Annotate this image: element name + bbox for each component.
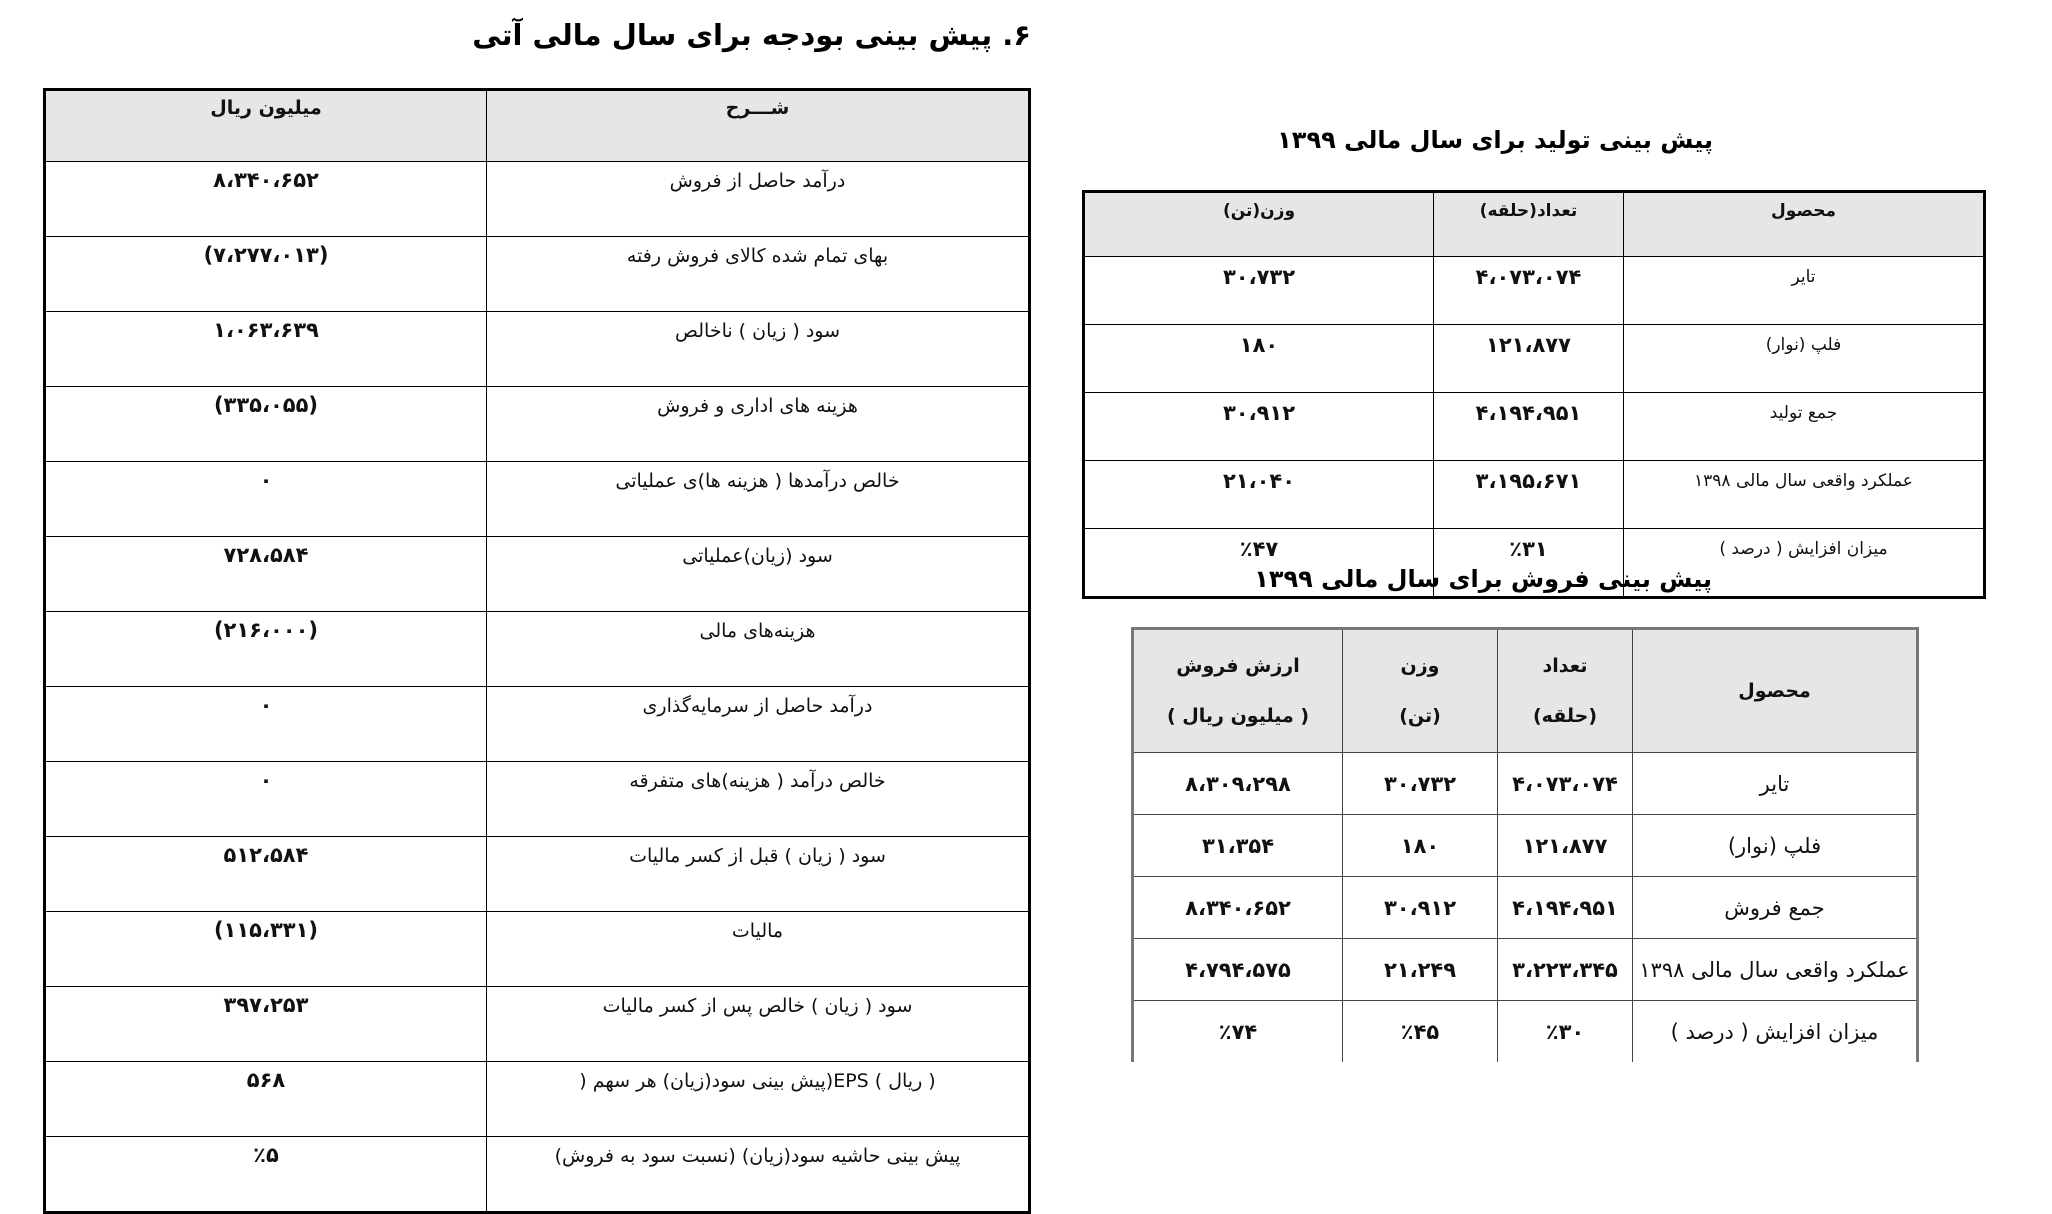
table-row <box>1084 393 1985 461</box>
sales-value: ۳۱،۳۵۴ <box>1133 815 1343 877</box>
sales-weight: ۱۸۰ <box>1343 815 1498 877</box>
table-row <box>45 837 1030 912</box>
table-row <box>1133 877 1918 939</box>
sales-product: فلپ (نوار) <box>1633 815 1918 877</box>
production-header-weight: وزن(تن) <box>1084 192 1434 257</box>
budget-amount: ۵۶۸ <box>45 1062 487 1137</box>
production-count: ۳،۱۹۵،۶۷۱ <box>1434 461 1624 529</box>
budget-header-description: شـــرح <box>487 90 1030 162</box>
budget-amount: ۷۲۸،۵۸۴ <box>45 537 487 612</box>
production-table <box>1082 190 1986 599</box>
sales-value: ٪۷۴ <box>1133 1001 1343 1063</box>
sales-header-count <box>1498 629 1633 753</box>
budget-amount: ۳۹۷،۲۵۳ <box>45 987 487 1062</box>
budget-amount: (۷،۲۷۷،۰۱۳) <box>45 237 487 312</box>
table-row <box>45 162 1030 237</box>
budget-amount: ۵۱۲،۵۸۴ <box>45 837 487 912</box>
production-product: میزان افزایش ( درصد ) <box>1624 529 1985 598</box>
production-header-product: محصول <box>1624 192 1985 257</box>
sales-title: پیش بینی فروش برای سال مالی ۱۳۹۹ <box>1254 565 1712 593</box>
sales-header-weight <box>1343 629 1498 753</box>
table-row <box>45 537 1030 612</box>
budget-amount: ۰ <box>45 687 487 762</box>
sales-product: عملکرد واقعی سال مالی ۱۳۹۸ <box>1633 939 1918 1001</box>
sales-header-product: محصول <box>1633 629 1918 753</box>
table-row <box>45 1062 1030 1137</box>
table-row <box>45 987 1030 1062</box>
table-row <box>1133 815 1918 877</box>
table-row <box>1133 939 1918 1001</box>
production-weight: ۱۸۰ <box>1084 325 1434 393</box>
budget-amount: ۰ <box>45 462 487 537</box>
table-row <box>1084 461 1985 529</box>
sales-weight: ۳۰،۷۳۲ <box>1343 753 1498 815</box>
table-row <box>45 387 1030 462</box>
table-row <box>1133 1001 1918 1063</box>
table-row <box>45 612 1030 687</box>
production-header-row <box>1084 192 1985 257</box>
sales-count: ۴،۱۹۴،۹۵۱ <box>1498 877 1633 939</box>
sales-weight: ٪۴۵ <box>1343 1001 1498 1063</box>
table-row <box>45 237 1030 312</box>
budget-description: مالیات <box>487 912 1030 987</box>
budget-description: سود ( زیان ) خالص پس از کسر مالیات <box>487 987 1030 1062</box>
table-row <box>45 762 1030 837</box>
budget-amount: ٪۵ <box>45 1137 487 1213</box>
budget-amount: (۱۱۵،۳۳۱) <box>45 912 487 987</box>
table-row <box>45 687 1030 762</box>
sales-count: ۱۲۱،۸۷۷ <box>1498 815 1633 877</box>
budget-header-row <box>45 90 1030 162</box>
table-row <box>1084 325 1985 393</box>
production-weight: ۲۱،۰۴۰ <box>1084 461 1434 529</box>
table-row <box>45 912 1030 987</box>
sales-header-weight-label: وزن <box>1400 655 1440 677</box>
table-row <box>45 1137 1030 1213</box>
production-product: فلپ (نوار) <box>1624 325 1985 393</box>
budget-description: پیش بینی حاشیه سود(زیان) (نسبت سود به فروش) <box>487 1137 1030 1213</box>
production-count: ۴،۰۷۳،۰۷۴ <box>1434 257 1624 325</box>
budget-description: هزینه های اداری و فروش <box>487 387 1030 462</box>
production-count: ٪۳۱ <box>1434 529 1624 598</box>
sales-header-value <box>1133 629 1343 753</box>
budget-description: هزینه‌های مالی <box>487 612 1030 687</box>
budget-description: بهای تمام شده کالای فروش رفته <box>487 237 1030 312</box>
budget-description: سود ( زیان ) قبل از کسر مالیات <box>487 837 1030 912</box>
budget-description: سود (زیان)عملیاتی <box>487 537 1030 612</box>
budget-amount: ۸،۳۴۰،۶۵۲ <box>45 162 487 237</box>
sales-count: ۴،۰۷۳،۰۷۴ <box>1498 753 1633 815</box>
budget-amount: ۰ <box>45 762 487 837</box>
table-row <box>45 462 1030 537</box>
production-header-count: تعداد(حلقه) <box>1434 192 1624 257</box>
sales-value: ۴،۷۹۴،۵۷۵ <box>1133 939 1343 1001</box>
production-count: ۱۲۱،۸۷۷ <box>1434 325 1624 393</box>
sales-count: ٪۳۰ <box>1498 1001 1633 1063</box>
production-weight: ۳۰،۷۳۲ <box>1084 257 1434 325</box>
budget-description: درآمد حاصل از سرمایه‌گذاری <box>487 687 1030 762</box>
sales-header-count-label: تعداد <box>1542 655 1588 677</box>
table-row <box>1084 257 1985 325</box>
sales-product: جمع فروش <box>1633 877 1918 939</box>
production-product: عملکرد واقعی سال مالی ۱۳۹۸ <box>1624 461 1985 529</box>
budget-description: درآمد حاصل از فروش <box>487 162 1030 237</box>
budget-table <box>43 88 1031 1214</box>
budget-description: ( ریال ) EPS(پیش بینی سود(زیان) هر سهم ( <box>487 1062 1030 1137</box>
budget-amount: (۳۳۵،۰۵۵) <box>45 387 487 462</box>
budget-header-amount: میلیون ریال <box>45 90 487 162</box>
budget-description: خالص درآمدها ( هزینه ها)ی عملیاتی <box>487 462 1030 537</box>
sales-header-value-unit: ( میلیون ریال ) <box>1166 705 1310 727</box>
production-weight: ۳۰،۹۱۲ <box>1084 393 1434 461</box>
production-product: تایر <box>1624 257 1985 325</box>
production-product: جمع تولید <box>1624 393 1985 461</box>
sales-product: تایر <box>1633 753 1918 815</box>
table-row <box>1084 529 1985 598</box>
sales-table <box>1131 627 1919 1062</box>
sales-count: ۳،۲۲۳،۳۴۵ <box>1498 939 1633 1001</box>
table-row <box>45 312 1030 387</box>
sales-header-count-unit: (حلقه) <box>1532 705 1598 727</box>
budget-description: سود ( زیان ) ناخالص <box>487 312 1030 387</box>
budget-description: خالص درآمد ( هزینه)های متفرقه <box>487 762 1030 837</box>
sales-header-value-label: ارزش فروش <box>1176 655 1300 677</box>
sales-product: میزان افزایش ( درصد ) <box>1633 1001 1918 1063</box>
sales-weight: ۳۰،۹۱۲ <box>1343 877 1498 939</box>
production-count: ۴،۱۹۴،۹۵۱ <box>1434 393 1624 461</box>
budget-amount: ۱،۰۶۳،۶۳۹ <box>45 312 487 387</box>
sales-header-row <box>1133 629 1918 753</box>
sales-header-weight-unit: (تن) <box>1399 705 1441 727</box>
table-row <box>1133 753 1918 815</box>
sales-value: ۸،۳۰۹،۲۹۸ <box>1133 753 1343 815</box>
sales-weight: ۲۱،۲۴۹ <box>1343 939 1498 1001</box>
production-weight: ٪۴۷ <box>1084 529 1434 598</box>
budget-amount: (۲۱۶،۰۰۰) <box>45 612 487 687</box>
production-title: پیش بینی تولید برای سال مالی ۱۳۹۹ <box>1277 126 1713 154</box>
sales-value: ۸،۳۴۰،۶۵۲ <box>1133 877 1343 939</box>
budget-title: ۶. پیش بینی بودجه برای سال مالی آتی <box>472 18 1031 52</box>
